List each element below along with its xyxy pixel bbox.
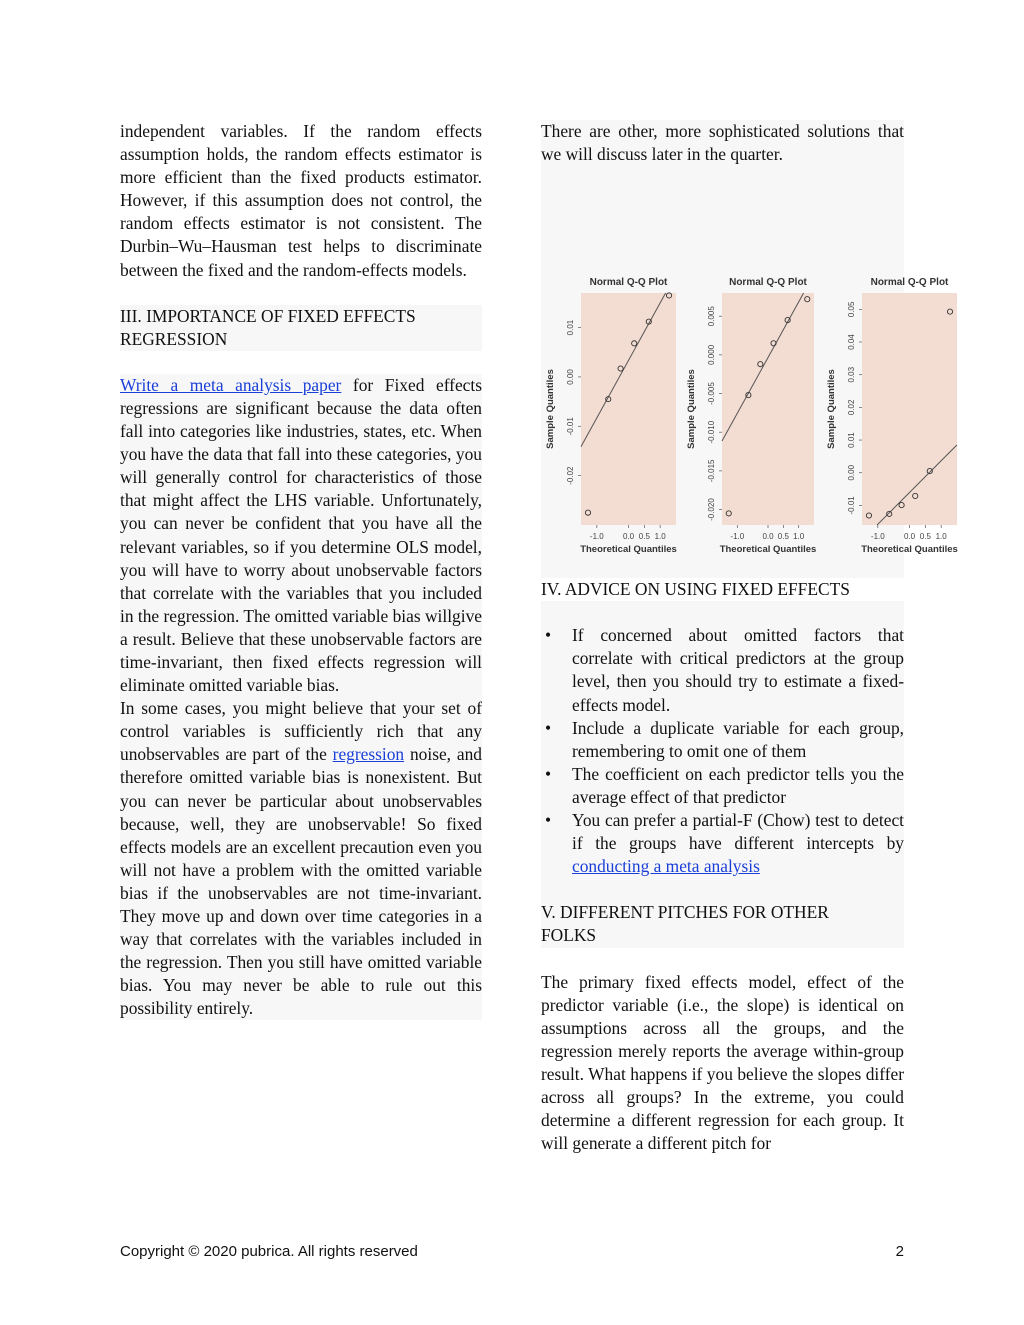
- paragraph-pitches: The primary fixed effects model, effect of the predictor variable (i.e., the slope) is identical on assumptions across all the groups, and the regression merely reports the average within-group result. What happens if you believe the slopes differ across all groups? In the extreme, you could determine a different regression for each group. It will generate a different pitch for: [541, 971, 904, 1154]
- qq-plot-figure: [541, 166, 958, 578]
- paragraph-other-solutions: There are other, more sophisticated solutions that we will discuss later in the quarter.: [541, 120, 904, 166]
- x-tick-label: 0.0: [903, 532, 916, 542]
- heading-line-2: REGRESSION: [120, 328, 228, 349]
- heading-iv: IV. ADVICE ON USING FIXED EFFECTS: [541, 579, 850, 600]
- x-tick-label: -1.0: [870, 532, 885, 542]
- y-tick-label: 0.00: [566, 369, 575, 385]
- qq-plot-svg: [541, 166, 971, 578]
- x-axis-label: Theoretical Quantiles: [580, 544, 677, 556]
- copyright-text: Copyright © 2020 pubrica. All rights reserved: [120, 1243, 418, 1260]
- x-tick-label: 0.0: [622, 532, 635, 542]
- y-tick-label: -0.020: [707, 498, 716, 522]
- y-tick-label: -0.010: [707, 421, 716, 444]
- y-axis-label: Sample Quantiles: [826, 369, 837, 450]
- paragraph-importance-text: for Fixed effects regressions are significant because the data often fall into categories like industries, states, etc. When you have the data that fall into these categories, you will generally control for characteristics of those that might affect the LHS variable. Unfortunately, you can never be confident that you have all the relevant variables, so if you determine OLS model, you will have to worry about unobservable factors that correlate with the variables that you included in the regression. The omitted variable bias willgive a result. Believe that these unobservable factors are time-invariant, then fixed effects regression will eliminate omitted variable bias.: [120, 374, 482, 696]
- section-heading-iii: [120, 305, 482, 351]
- y-tick-label: 0.01: [847, 432, 856, 449]
- conducting-meta-analysis-link[interactable]: conducting a meta analysis: [572, 856, 760, 877]
- y-tick-label: -0.02: [566, 466, 575, 485]
- list-item: • The coefficient on each predictor tells you the average effect of that predictor: [541, 763, 904, 809]
- x-tick-label: 1.0: [654, 532, 666, 542]
- heading-line-2: FOLKS: [541, 925, 597, 946]
- y-tick-label: 0.000: [707, 345, 716, 366]
- y-tick-label: 0.05: [847, 301, 856, 318]
- x-tick-label: -1.0: [730, 532, 745, 542]
- y-tick-label: 0.005: [707, 306, 716, 327]
- x-axis-label: Theoretical Quantiles: [719, 544, 817, 556]
- plot-title: Normal Q-Q Plot: [870, 277, 949, 289]
- paragraph-control-text-a: In some cases, you might believe that your set of control variables is sufficiently rich that any unobservables are part of the: [120, 698, 482, 765]
- left-column: [120, 120, 482, 1020]
- x-tick-label: 0.5: [638, 532, 650, 542]
- list-item-text: You can prefer a partial-F (Chow) test to detect if the groups have different intercepts by: [572, 810, 904, 854]
- paragraph-control-variables: [120, 697, 482, 1020]
- x-axis-label: Theoretical Quantiles: [861, 544, 958, 556]
- y-tick-label: 0.04: [847, 334, 856, 350]
- x-tick-label: 1.0: [935, 532, 947, 542]
- page-footer: [120, 1243, 904, 1260]
- list-item: [541, 809, 904, 878]
- y-axis-label: Sample Quantiles: [686, 369, 697, 450]
- plot-title: Normal Q-Q Plot: [729, 277, 807, 289]
- plot-background: [722, 293, 814, 525]
- y-axis-label: Sample Quantiles: [545, 369, 556, 450]
- regression-link[interactable]: regression: [332, 744, 405, 765]
- y-tick-label: -0.015: [707, 459, 716, 483]
- y-tick-label: 0.01: [566, 319, 575, 336]
- paragraph-importance: [120, 374, 482, 697]
- list-item: • If concerned about omitted factors that correlate with critical predictors at the group level, then you should try to estimate a fixed-effects model.: [541, 624, 904, 716]
- y-tick-label: 0.03: [847, 367, 856, 383]
- x-tick-label: -1.0: [589, 532, 604, 542]
- list-item: • Include a duplicate variable for each group, remembering to omit one of them: [541, 717, 904, 763]
- heading-line-1: V. DIFFERENT PITCHES FOR OTHER: [541, 902, 829, 923]
- heading-line-1: III. IMPORTANCE OF FIXED EFFECTS: [120, 305, 416, 326]
- x-tick-label: 1.0: [793, 532, 805, 542]
- paragraph-random-effects: independent variables. If the random effects assumption holds, the random effects estimator is more efficient than the fixed products estimator. However, if this assumption does not control, the random effects estimator is not consistent. The Durbin–Wu–Hausman test helps to discriminate between the fixed and the random-effects models.: [120, 121, 482, 280]
- section-heading-v: [541, 901, 904, 947]
- y-tick-label: 0.02: [847, 399, 856, 416]
- y-tick-label: -0.01: [566, 417, 575, 436]
- paragraph-control-text-b: noise, and therefore omitted variable bias is nonexistent. But you can never be particular about unobservables because, well, they are unobservable! So fixed effects models are an excellent precaution even you will not have a problem with the omitted variable bias if the unobservables are not time-invariant. They move up and down over time categories in a way that correlates with the variables included in the regression. Then you still have omitted variable bias. You may never be able to rule out this possibility entirely.: [120, 744, 482, 1019]
- meta-analysis-paper-link[interactable]: Write a meta analysis paper: [120, 374, 342, 395]
- right-column: [541, 120, 958, 1155]
- y-tick-label: -0.01: [847, 496, 856, 515]
- x-tick-label: 0.0: [762, 532, 774, 542]
- plot-title: Normal Q-Q Plot: [589, 277, 668, 289]
- y-tick-label: 0.00: [847, 465, 856, 481]
- page-number: 2: [895, 1243, 904, 1260]
- plot-background: [862, 293, 957, 525]
- plot-background: [581, 293, 676, 525]
- x-tick-label: 0.5: [919, 532, 931, 542]
- x-tick-label: 0.5: [777, 532, 789, 542]
- advice-list: [541, 624, 904, 878]
- y-tick-label: -0.005: [707, 382, 716, 406]
